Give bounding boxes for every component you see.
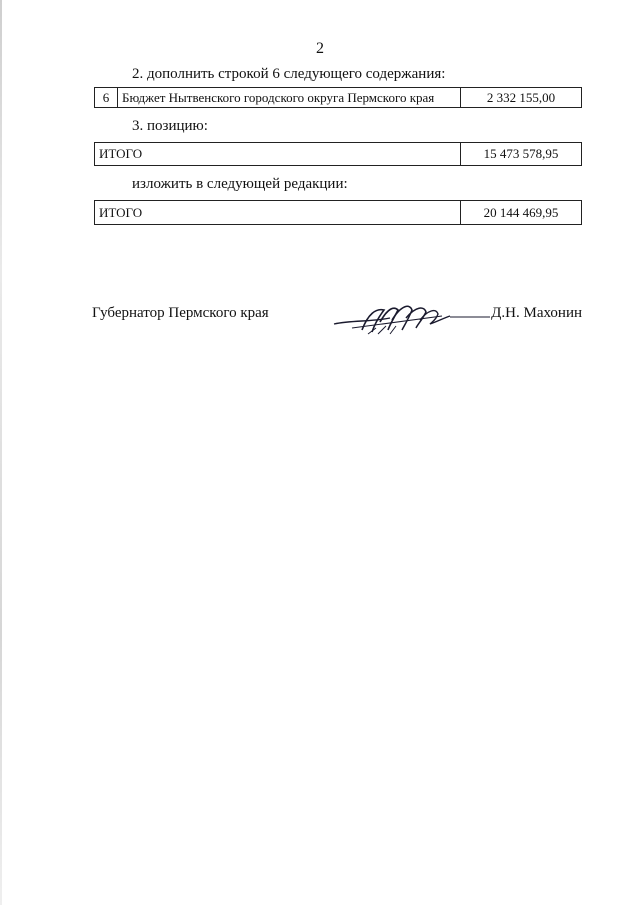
table-row [95,143,582,166]
signer-name: Д.Н. Махонин [491,305,582,321]
total-amount: 20 144 469,95 [461,201,582,225]
handwritten-signature [332,300,492,336]
row-name: Бюджет Нытвенского городского округа Пермского края [118,88,461,108]
signer-position: Губернатор Пермского края [92,305,269,321]
row-amount: 2 332 155,00 [461,88,582,108]
paragraph-add-row: 2. дополнить строкой 6 следующего содержания: [132,66,446,82]
page-number: 2 [316,40,324,57]
scan-edge [0,0,2,905]
row-number: 6 [95,88,118,108]
total-label: ИТОГО [95,201,461,225]
table-total-new [94,200,582,225]
paragraph-position: 3. позицию: [132,118,208,134]
total-amount: 15 473 578,95 [461,143,582,166]
table-total-old [94,142,582,166]
total-label: ИТОГО [95,143,461,166]
paragraph-new-edition: изложить в следующей редакции: [132,176,348,192]
table-new-row [94,87,582,108]
table-row [95,88,582,108]
table-row [95,201,582,225]
